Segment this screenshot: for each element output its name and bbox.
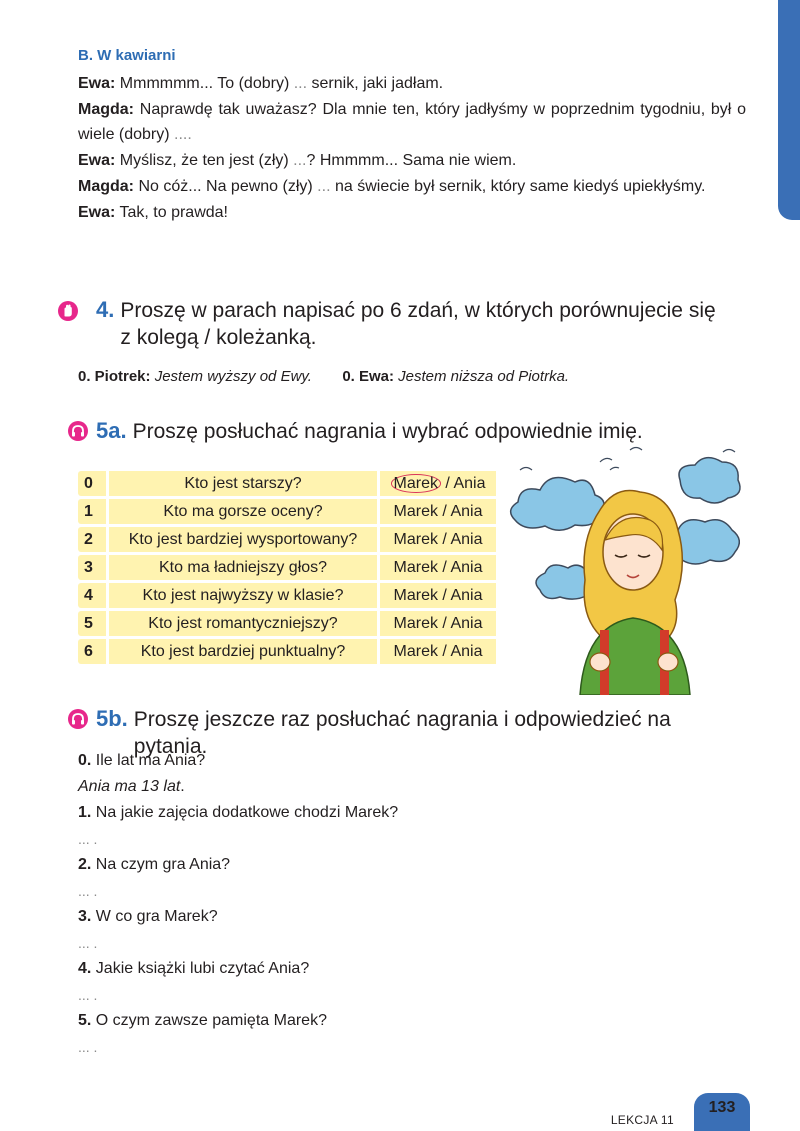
dialogue-line <box>78 97 746 147</box>
option: Ania <box>450 642 483 660</box>
item-question: Ile lat ma Ania? <box>91 752 206 769</box>
item-number: 3. <box>78 908 92 925</box>
question-cell: Kto jest bardziej punktualny? <box>106 639 377 664</box>
item-question: W co gra Marek? <box>91 908 218 925</box>
row-number: 2 <box>78 527 106 552</box>
item-question: O czym zawsze pamięta Marek? <box>91 1012 327 1029</box>
list-item <box>78 852 746 878</box>
question-cell: Kto jest starszy? <box>106 471 377 496</box>
option: Marek <box>393 530 438 548</box>
answer-blank[interactable]: ... . <box>78 935 98 951</box>
dialogue <box>78 71 746 226</box>
answer-options[interactable] <box>377 555 496 580</box>
row-number: 1 <box>78 499 106 524</box>
dialogue-line <box>78 148 746 173</box>
dialogue-line <box>78 71 746 96</box>
list-item <box>78 956 746 982</box>
speaker: Ewa: <box>78 75 116 92</box>
example-label: 0. Piotrek: <box>78 368 151 385</box>
option-separator: / <box>437 642 451 660</box>
option-separator: / <box>440 474 454 492</box>
option-separator: / <box>437 586 451 604</box>
table-row <box>78 471 496 496</box>
item-answer: Ania ma 13 lat <box>78 778 181 795</box>
answer-period: . <box>180 778 185 795</box>
option-separator: / <box>437 502 451 520</box>
dialogue-line <box>78 200 746 225</box>
task-4-heading <box>78 297 746 351</box>
table-row <box>78 555 496 580</box>
line-text: Myślisz, że ten jest (zły) <box>115 152 294 169</box>
list-item <box>78 1008 746 1034</box>
list-item <box>78 748 746 774</box>
line-text: ? Hmmmm... Sama nie wiem. <box>306 152 517 169</box>
line-text: No cóż... Na pewno (zły) <box>134 178 318 195</box>
question-cell: Kto jest najwyższy w klasie? <box>106 583 377 608</box>
option: Ania <box>453 474 486 492</box>
lesson-label: LEKCJA 11 <box>610 1113 674 1127</box>
line-text: Tak, to prawda! <box>115 204 228 221</box>
answer-blank[interactable]: ... . <box>78 1039 98 1055</box>
line-text: sernik, jaki jadłam. <box>307 75 444 92</box>
answer-blank[interactable]: ... . <box>78 831 98 847</box>
table-row <box>78 639 496 664</box>
task-instruction: Proszę jeszcze raz posłuchać nagrania i odpowiedzieć na pytania. <box>133 708 671 758</box>
task-number: 4. <box>96 297 115 322</box>
option-separator: / <box>437 558 451 576</box>
option: Ania <box>450 530 483 548</box>
section-b-title: B. W kawiarni <box>78 47 176 64</box>
option: Ania <box>450 558 483 576</box>
question-cell: Kto ma ładniejszy głos? <box>106 555 377 580</box>
example-answer <box>78 774 746 800</box>
item-number: 0. <box>78 752 92 769</box>
table-row <box>78 499 496 524</box>
row-number: 4 <box>78 583 106 608</box>
item-number: 5. <box>78 1012 92 1029</box>
answer-options[interactable] <box>377 639 496 664</box>
task-number: 5b. <box>96 706 128 731</box>
row-number: 3 <box>78 555 106 580</box>
gap-dots: .... <box>174 126 192 143</box>
hand-icon <box>58 301 78 321</box>
task-instruction: Proszę w parach napisać po 6 zdań, w których porównujecie się z kolegą / koleżanką. <box>120 299 716 349</box>
example-label: 0. Ewa: <box>342 368 394 385</box>
dialogue-line <box>78 174 746 199</box>
headphones-icon <box>68 709 88 729</box>
option: Marek <box>393 586 438 604</box>
circled-answer: Marek <box>391 474 441 493</box>
answer-blank[interactable]: ... . <box>78 987 98 1003</box>
answer-options[interactable] <box>377 611 496 636</box>
item-number: 4. <box>78 960 92 977</box>
answer-blank[interactable]: ... . <box>78 883 98 899</box>
option: Marek <box>393 502 438 520</box>
speaker: Magda: <box>78 178 134 195</box>
line-text: Mmmmmm... To (dobry) <box>115 75 294 92</box>
speaker: Ewa: <box>78 152 116 169</box>
item-question: Jakie książki lubi czytać Ania? <box>91 960 310 977</box>
table-row <box>78 583 496 608</box>
row-number: 6 <box>78 639 106 664</box>
option: Marek <box>393 642 438 660</box>
answer-options[interactable] <box>377 499 496 524</box>
line-text: Naprawdę tak uważasz? Dla mnie ten, który jadłyśmy w poprzednim tygodniu, był o wiele (dobry) <box>78 101 746 143</box>
example-text: Jestem wyższy od Ewy. <box>154 368 312 385</box>
option: Marek <box>393 558 438 576</box>
question-table <box>78 468 496 667</box>
page-number: 133 <box>694 1093 750 1131</box>
option: Marek <box>393 614 438 632</box>
item-number: 2. <box>78 856 92 873</box>
option-separator: / <box>437 614 451 632</box>
speaker: Magda: <box>78 101 134 118</box>
answer-options[interactable] <box>377 583 496 608</box>
question-list <box>78 748 746 1060</box>
side-chapter-tab <box>778 0 800 220</box>
gap-dots: ... <box>293 152 307 169</box>
row-number: 0 <box>78 471 106 496</box>
task-number: 5a. <box>96 418 127 443</box>
item-question: Na jakie zajęcia dodatkowe chodzi Marek? <box>91 804 399 821</box>
line-text: na świecie był sernik, który same kiedyś upiekłyśmy. <box>330 178 706 195</box>
list-item <box>78 800 746 826</box>
list-item <box>78 904 746 930</box>
option-separator: / <box>437 530 451 548</box>
task-4-examples <box>78 368 569 385</box>
question-cell: Kto ma gorsze oceny? <box>106 499 377 524</box>
task-instruction: Proszę posłuchać nagrania i wybrać odpowiednie imię. <box>132 420 643 443</box>
table-row <box>78 527 496 552</box>
example-text: Jestem niższa od Piotrka. <box>398 368 570 385</box>
girl-clouds-illustration <box>500 440 745 695</box>
answer-options[interactable] <box>377 527 496 552</box>
question-cell: Kto jest bardziej wysportowany? <box>106 527 377 552</box>
answer-options[interactable] <box>377 471 496 496</box>
option: Ania <box>450 586 483 604</box>
item-number: 1. <box>78 804 92 821</box>
row-number: 5 <box>78 611 106 636</box>
option: Ania <box>450 502 483 520</box>
item-question: Na czym gra Ania? <box>91 856 231 873</box>
headphones-icon <box>68 421 88 441</box>
speaker: Ewa: <box>78 204 116 221</box>
table-row <box>78 611 496 636</box>
option: Ania <box>450 614 483 632</box>
question-cell: Kto jest romantyczniejszy? <box>106 611 377 636</box>
gap-dots: ... <box>317 178 331 195</box>
gap-dots: ... <box>293 75 308 92</box>
